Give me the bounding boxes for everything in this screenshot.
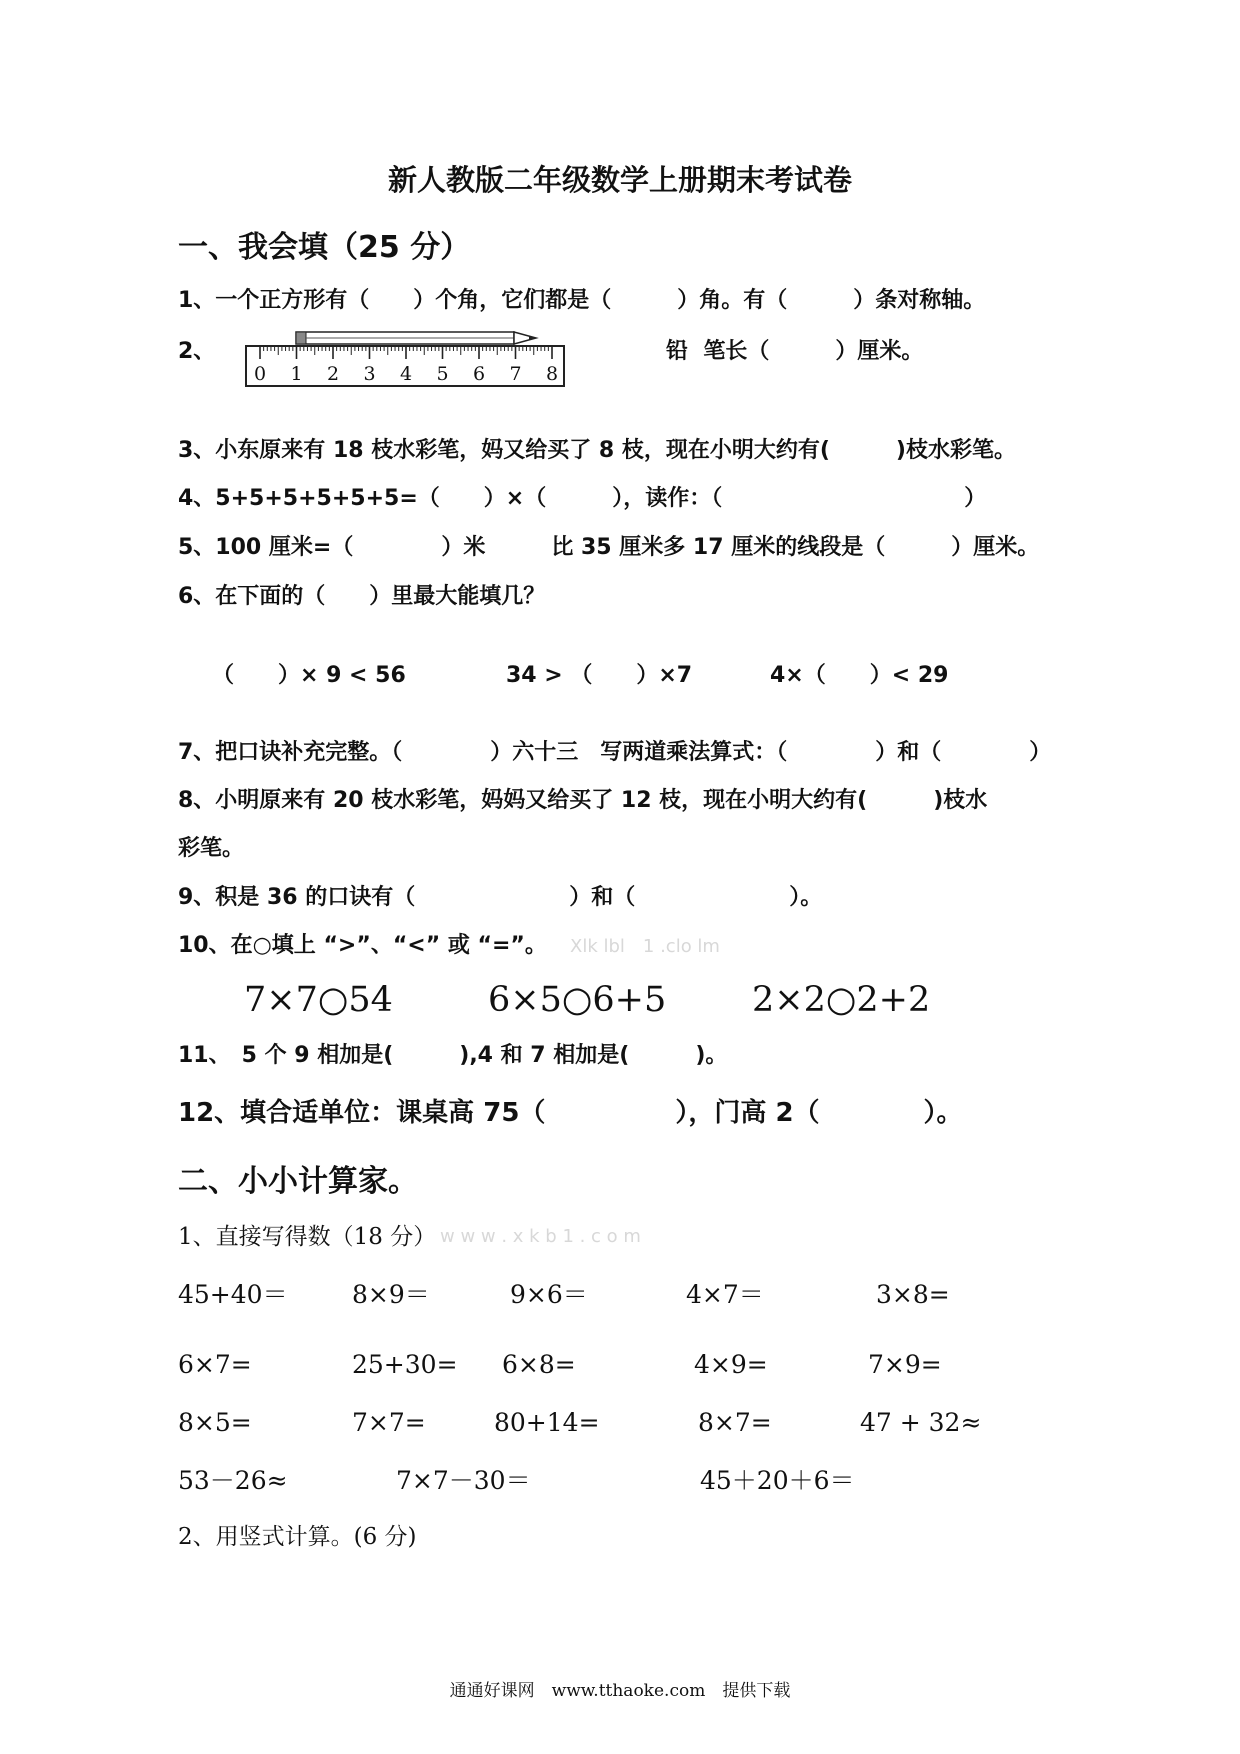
calc-r2-c2: 25+30= [352,1350,458,1379]
calc-r1-c5: 3×8= [876,1280,950,1309]
question-6: 6、在下面的（ ）里最大能填几？ [178,584,546,609]
compare-item-2: 6×5○6+5 [488,980,667,1020]
calc-r1-c2: 8×9＝ [352,1280,430,1309]
ruler-tick-label: 5 [436,363,449,385]
calc-r1-c3: 9×6＝ [510,1280,588,1309]
calc-r4-c1: 53－26≈ [178,1466,288,1495]
question-9: 9、积是 36 的口诀有（ ）和（ ）。 [178,885,823,910]
section2-sub1-watermark: w w w . x k b 1 . c o m [440,1226,641,1247]
question-6-expr-b: 34 > （ ）×7 [506,663,693,688]
question-2-text: 铅 笔长（ ）厘米。 [666,339,924,364]
question-6-expr-c: 4×（ ）< 29 [770,663,949,688]
ruler-tick-label: 6 [472,363,486,385]
calc-r3-c3: 80+14= [494,1408,600,1437]
calc-r2-c4: 4×9= [694,1350,768,1379]
footer-credit: 通通好课网 www.tthaoke.com 提供下载 [449,1681,791,1701]
calc-r3-c5: 47 + 32≈ [860,1408,982,1437]
ruler-tick-label: 4 [399,363,413,385]
ruler-tick-label: 8 [545,363,559,385]
ruler-with-pencil-image [244,330,574,390]
question-7: 7、把口诀补充完整。（ ）六十三 写两道乘法算式：（ ）和（ ） [178,740,1052,765]
question-8-line1: 8、小明原来有 20 枝水彩笔，妈妈又给买了 12 枝，现在小明大约有( )枝水 [178,788,988,813]
section1-heading: 一、我会填（25 分） [178,230,471,265]
ruler-tick-label: 0 [253,363,267,385]
calc-r2-c1: 6×7= [178,1350,252,1379]
calc-r4-c3: 45＋20＋6＝ [700,1466,855,1495]
page-title: 新人教版二年级数学上册期末考试卷 [387,163,852,197]
section2-sub2: 2、用竖式计算。(6 分) [178,1524,417,1550]
calc-r1-c1: 45+40＝ [178,1280,288,1309]
calc-r3-c4: 8×7= [698,1408,772,1437]
calc-r2-c3: 6×8= [502,1350,576,1379]
section2-sub1: 1、直接写得数（18 分） [178,1224,437,1250]
calc-r1-c4: 4×7＝ [686,1280,764,1309]
question-10-watermark: Xlk lbl 1 .clo lm [570,936,720,957]
ruler-tick-label: 3 [363,363,376,385]
question-11: 11、 5 个 9 相加是( ),4 和 7 相加是( )。 [178,1043,728,1068]
question-3: 3、小东原来有 18 枝水彩笔，妈又给买了 8 枝，现在小明大约有( )枝水彩笔。 [178,438,1016,463]
question-10: 10、在○填上 “>”、“<” 或 “=”。 [178,933,547,958]
question-1: 1、一个正方形有（ ）个角，它们都是（ ）角。有（ ）条对称轴。 [178,288,986,313]
pencil-icon [296,332,536,344]
calc-r3-c1: 8×5= [178,1408,252,1437]
ruler-tick-label: 7 [509,363,522,385]
question-12: 12、填合适单位：课桌高 75（ ），门高 2（ ）。 [178,1098,963,1128]
question-5: 5、100 厘米=（ ）米 比 35 厘米多 17 厘米的线段是（ ）厘米。 [178,535,1040,560]
question-2-number: 2、 [178,339,216,364]
ruler-tick-label: 2 [326,363,340,385]
calc-r2-c5: 7×9= [868,1350,942,1379]
compare-item-1: 7×7○54 [244,980,393,1020]
calc-r4-c2: 7×7－30＝ [396,1466,531,1495]
question-6-expr-a: （ ）× 9 < 56 [212,663,406,688]
compare-item-3: 2×2○2+2 [752,980,931,1020]
calc-r3-c2: 7×7= [352,1408,426,1437]
ruler-tick-label: 1 [290,363,303,385]
question-4: 4、5+5+5+5+5+5=（ ）×（ ），读作：（ ） [178,486,987,511]
question-8-line2: 彩笔。 [178,836,245,861]
section2-heading: 二、小小计算家。 [178,1164,418,1199]
